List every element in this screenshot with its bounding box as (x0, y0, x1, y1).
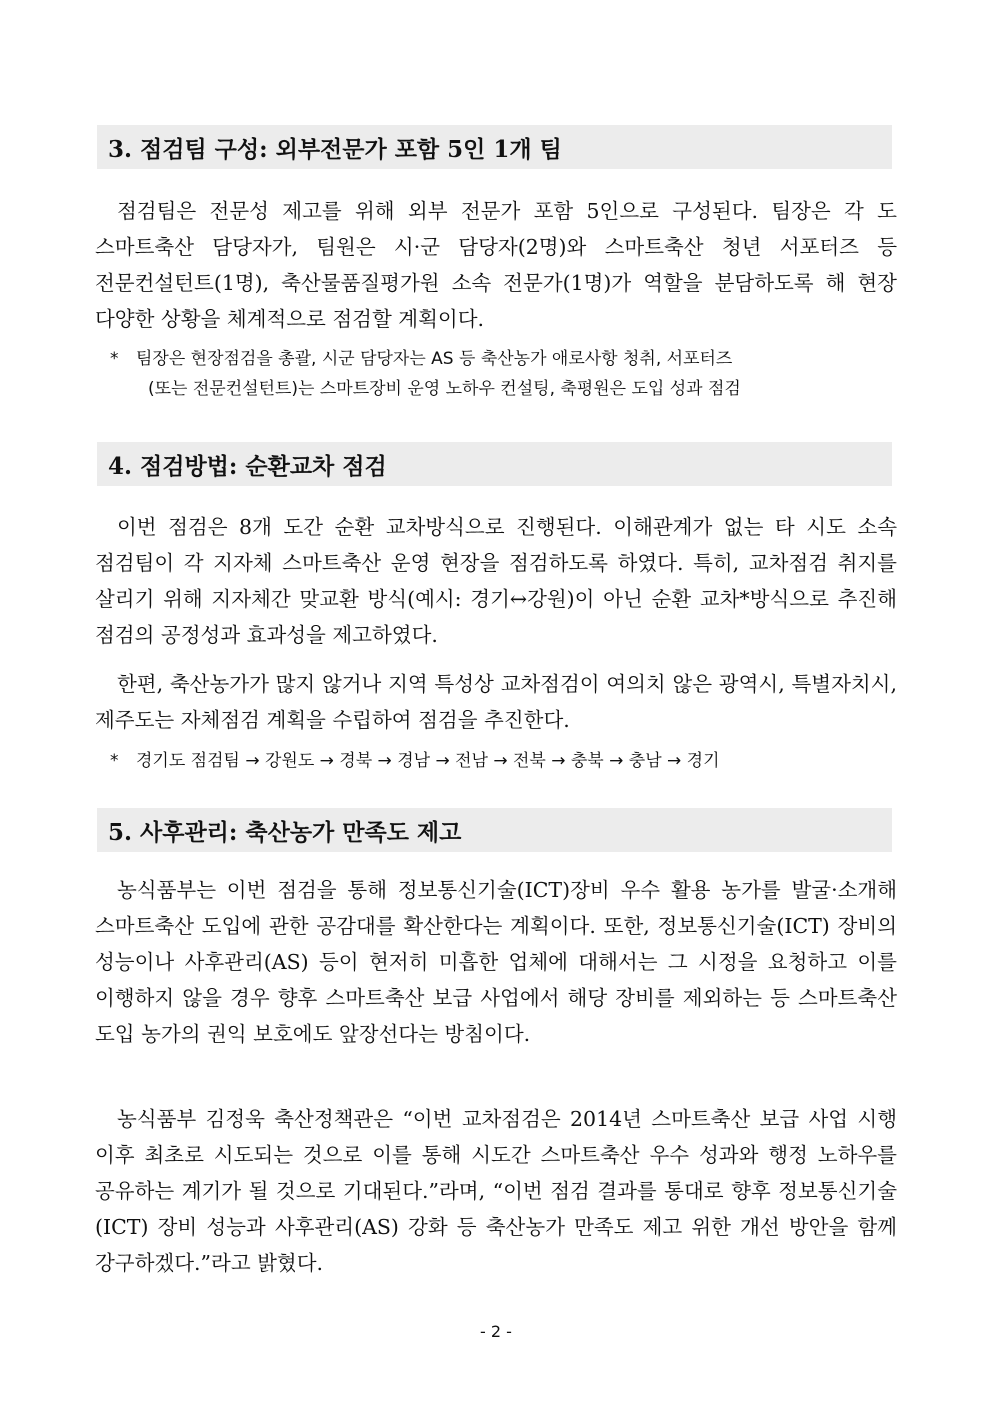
section-5-paragraph-1: 농식품부는 이번 점검을 통해 정보통신기술(ICT)장비 우수 활용 농가를 발굴·소개해 스마트축산 도입에 관한 공감대를 확산한다는 계획이다. 또한, 정보통신기술(ICT) 장비의 성능이나 사후관리(AS) 등이 현저히 미흡한 업체에 대해서는 그 시정을 요청하고 이를 이행하지 않을 경우 향후 스마트축산 보급 사업에서 해당 장비를 제외하는 등 스마트축산 도입 농가의 권익 보호에도 앞장선다는 방침이다. (95, 878, 897, 1046)
section-4-heading-text: 4. 점검방법: 순환교차 점검 (108, 452, 387, 480)
section-3-heading (97, 125, 892, 169)
section-4-note-line-1-text: 경기도 점검팀 → 강원도 → 경북 → 경남 → 전남 → 전북 → 충북 → 충남 → 경기 (136, 751, 720, 771)
section-5-heading-text: 5. 사후관리: 축산농가 만족도 제고 (108, 818, 462, 846)
section-5-heading (97, 808, 892, 852)
section-3-note-line-1-text: 팀장은 현장점검을 총괄, 시군 담당자는 AS 등 축산농가 애로사항 청취, 서포터즈 (136, 349, 733, 369)
section-4-note (110, 746, 720, 776)
section-4-note-line-1 (110, 746, 720, 776)
section-4-paragraph-2: 한편, 축산농가가 많지 않거나 지역 특성상 교차점검이 여의치 않은 광역시, 특별자치시, 제주도는 자체점검 계획을 수립하여 점검을 추진한다. (95, 672, 897, 732)
section-3-heading-text: 3. 점검팀 구성: 외부전문가 포함 5인 1개 팀 (108, 135, 562, 163)
section-3-note-line-1 (110, 344, 741, 374)
note-asterisk: * (110, 349, 119, 369)
section-5-paragraph-2: 농식품부 김정욱 축산정책관은 “이번 교차점검은 2014년 스마트축산 보급 사업 시행 이후 최초로 시도되는 것으로 이를 통해 시도간 스마트축산 우수 성과와 행정 노하우를 공유하는 계기가 될 것으로 기대된다.”라며, “이번 점검 결과를 통대로 향후 정보통신기술(ICT) 장비 성능과 사후관리(AS) 강화 등 축산농가 만족도 제고 위한 개선 방안을 함께 강구하겠다.”라고 밝혔다. (95, 1107, 897, 1275)
note-asterisk: * (110, 751, 119, 771)
section-4-paragraph-1: 이번 점검은 8개 도간 순환 교차방식으로 진행된다. 이해관계가 없는 타 시도 소속 점검팀이 각 지자체 스마트축산 운영 현장을 점검하도록 하였다. 특히, 교차점검 취지를 살리기 위해 지자체간 맞교환 방식(예시: 경기↔강원)이 아닌 순환 교차*방식으로 추진해 점검의 공정성과 효과성을 제고하였다. (95, 515, 897, 647)
page-number: - 2 - (480, 1322, 512, 1341)
section-4-heading (97, 442, 892, 486)
section-3-note (110, 344, 741, 404)
section-3-note-line-2: (또는 전문컨설턴트)는 스마트장비 운영 노하우 컨설팅, 축평원은 도입 성과 점검 (148, 379, 741, 399)
section-3-paragraph-1: 점검팀은 전문성 제고를 위해 외부 전문가 포함 5인으로 구성된다. 팀장은 각 도 스마트축산 담당자가, 팀원은 시·군 담당자(2명)와 스마트축산 청년 서포터즈 등 전문컨설턴트(1명), 축산물품질평가원 소속 전문가(1명)가 역할을 분담하도록 해 현장 다양한 상황을 체계적으로 점검할 계획이다. (95, 199, 897, 331)
